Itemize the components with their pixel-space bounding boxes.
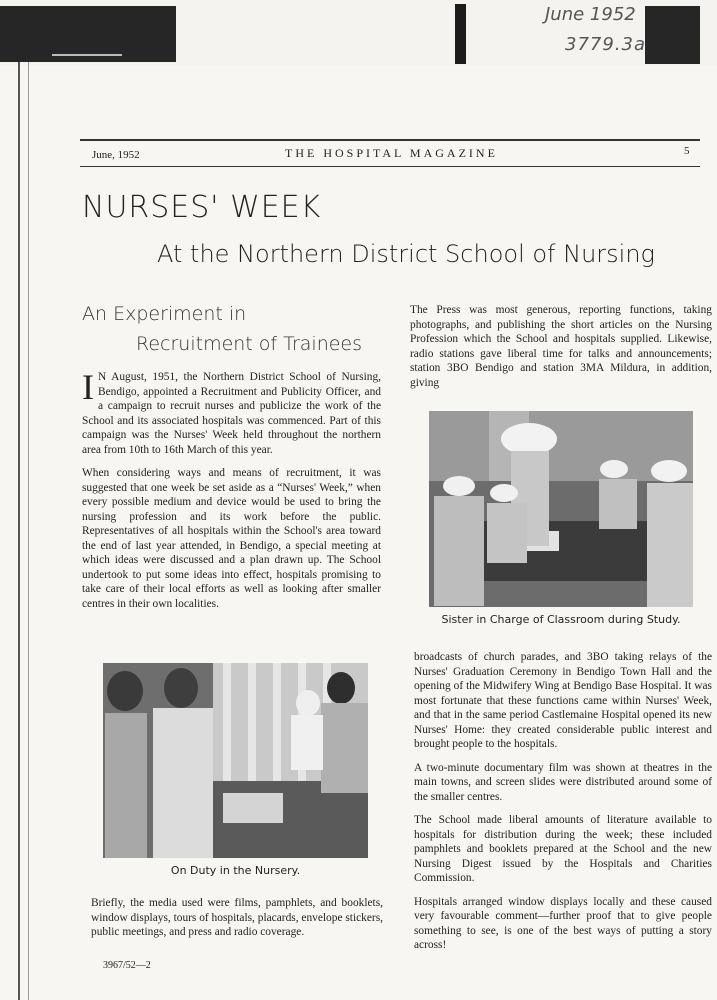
page-number: 5 [684,145,690,157]
paragraph-film: A two-minute documentary film was shown at theatres in the main towns, and screen slides were distributed around some of the smaller centres. [414,761,712,803]
paragraph-planning: When considering ways and means of recruitment, it was suggested that one week be set aside as a “Nurses' Week,” when every possible medium and device would be used to bring the nursing profession and its work before the public. Representatives of all hospitals within the School's area toward the end of last year attended, in Bendigo, a special meeting at which ideas were discussed and a plan drawn up. The School undertook to put some ideas into effect, hospitals promising to take care of their local efforts as well as looking after smaller centres in their own localities. [82,467,381,610]
left-column-bottom [91,896,383,949]
article-title: NURSES' WEEK [82,190,322,225]
scan-dark-block-right [645,6,700,64]
handwritten-ref: 3779.3a [565,34,647,55]
paragraph-press: The Press was most generous, reporting functions, taking photographs, and publishing the short articles on the Nursing Profession which the School and hospitals supplied. Likewise, radio stations gave liberal time for talks and announcements; station 3BO Bendigo and station 3MA Mildura, in addition, giving [410,304,712,389]
paragraph-intro [82,367,381,457]
scan-dark-block-left [0,6,176,62]
sidehead-line-2: Recruitment of Trainees [136,333,363,355]
caption-classroom: Sister in Charge of Classroom during Study. [441,613,681,626]
photo-classroom [429,411,693,607]
paragraph-intro-text: N August, 1951, the Northern District School of Nursing, Bendigo, appointed a Recruitment and Publicity Officer, and a campaign to recruit nurses and publicize the work of the School and its associated hospitals was commenced. Part of this campaign was the Nurses' Week held throughout the northern area from 10th to 16th March of this year. [82,371,381,456]
paragraph-literature: The School made liberal amounts of literature available to hospitals for distribution during the week; these included pamphlets and booklets prepared at the School and the new Nursing Digest issued by the Hospitals and Charities Commission. [414,814,712,884]
caption-nursery: On Duty in the Nursery. [170,864,301,877]
drop-cap: I [82,367,94,407]
paragraph-broadcasts: broadcasts of church parades, and 3BO taking relays of the Nurses' Graduation Ceremony in Bendigo Town Hall and the opening of the Midwifery Wing at Bendigo Base Hospital. It was most fortunate that these functions came within Nurses' Week, and that in the same period Castlemaine Hospital opened its new Nurses' Home: they created considerable public interest and brought people to the hospitals. [414,651,712,750]
article-subtitle: At the Northern District School of Nursing [157,240,655,268]
header-date: June, 1952 [92,149,140,161]
handwritten-date: June 1952 [545,4,636,25]
scan-top-margin [0,0,717,65]
scan-dark-bar [455,4,466,64]
paragraph-media: Briefly, the media used were films, pamphlets, and booklets, window displays, tours of hospitals, placards, envelope stickers, public meetings, and press and radio coverage. [91,897,383,938]
header-rule-top [80,139,700,141]
nursery-photo-image [103,663,368,858]
footer-code: 3967/52—2 [103,960,151,971]
right-column-bottom [414,650,712,962]
classroom-photo-image [429,411,693,607]
binding-edge [18,62,20,1000]
left-column-top [82,367,381,620]
binding-edge-inner [28,62,29,1000]
right-column-top [410,303,712,399]
photo-nursery [103,663,368,858]
header-rule-bottom [80,166,700,167]
paragraph-window-displays: Hospitals arranged window displays locally and these caused very favourable comment—further proof that to give people something to see, is one of the best ways of putting a story across! [414,895,712,951]
sidehead-line-1: An Experiment in [82,303,247,325]
header-magazine-name: THE HOSPITAL MAGAZINE [285,146,498,160]
